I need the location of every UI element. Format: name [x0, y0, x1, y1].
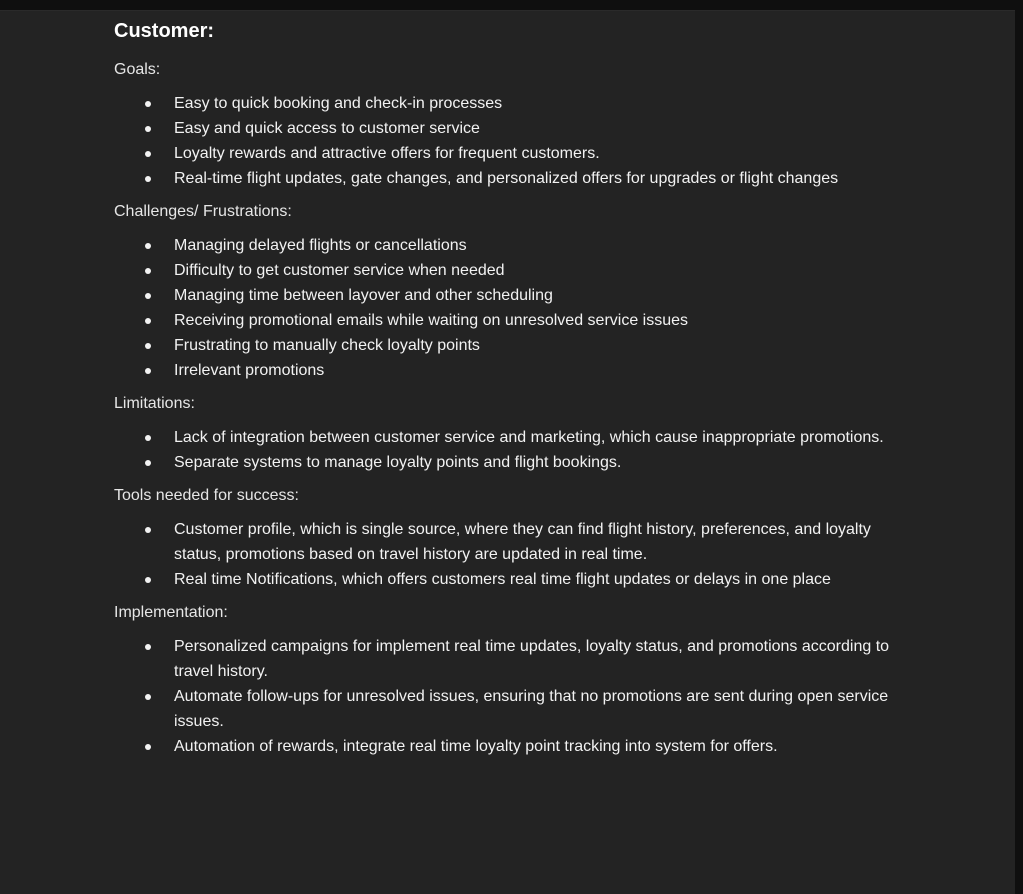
- tools-list: [114, 517, 914, 592]
- list-item: Easy and quick access to customer service: [114, 116, 914, 141]
- list-item: Easy to quick booking and check-in processes: [114, 91, 914, 116]
- goals-list: [114, 91, 914, 191]
- section-heading-goals: Goals:: [114, 61, 161, 78]
- scrollbar-track[interactable]: [1015, 0, 1023, 894]
- list-item: Real-time flight updates, gate changes, and personalized offers for upgrades or flight changes: [114, 166, 914, 191]
- document-body: [114, 16, 914, 768]
- list-item: Personalized campaigns for implement real time updates, loyalty status, and promotions according to travel history.: [114, 634, 914, 684]
- implementation-list: [114, 634, 914, 759]
- list-item: Irrelevant promotions: [114, 358, 914, 383]
- limitations-list: [114, 425, 914, 475]
- section-heading-tools: Tools needed for success:: [114, 487, 299, 504]
- page-title: Customer:: [114, 20, 215, 42]
- list-item: Managing delayed flights or cancellations: [114, 233, 914, 258]
- list-item: Real time Notifications, which offers customers real time flight updates or delays in one place: [114, 567, 914, 592]
- challenges-list: [114, 233, 914, 383]
- list-item: Customer profile, which is single source, where they can find flight history, preferences, and loyalty status, promotions based on travel history are updated in real time.: [114, 517, 914, 567]
- list-item: Managing time between layover and other scheduling: [114, 283, 914, 308]
- list-item: Receiving promotional emails while waiting on unresolved service issues: [114, 308, 914, 333]
- section-heading-challenges: Challenges/ Frustrations:: [114, 203, 292, 220]
- list-item: Frustrating to manually check loyalty points: [114, 333, 914, 358]
- list-item: Lack of integration between customer service and marketing, which cause inappropriate promotions.: [114, 425, 914, 450]
- section-heading-implementation: Implementation:: [114, 604, 228, 621]
- list-item: Automate follow-ups for unresolved issues, ensuring that no promotions are sent during open service issues.: [114, 684, 914, 734]
- list-item: Separate systems to manage loyalty points and flight bookings.: [114, 450, 914, 475]
- list-item: Automation of rewards, integrate real time loyalty point tracking into system for offers.: [114, 734, 914, 759]
- top-bar: [0, 0, 1023, 11]
- list-item: Loyalty rewards and attractive offers for frequent customers.: [114, 141, 914, 166]
- list-item: Difficulty to get customer service when needed: [114, 258, 914, 283]
- section-heading-limitations: Limitations:: [114, 395, 195, 412]
